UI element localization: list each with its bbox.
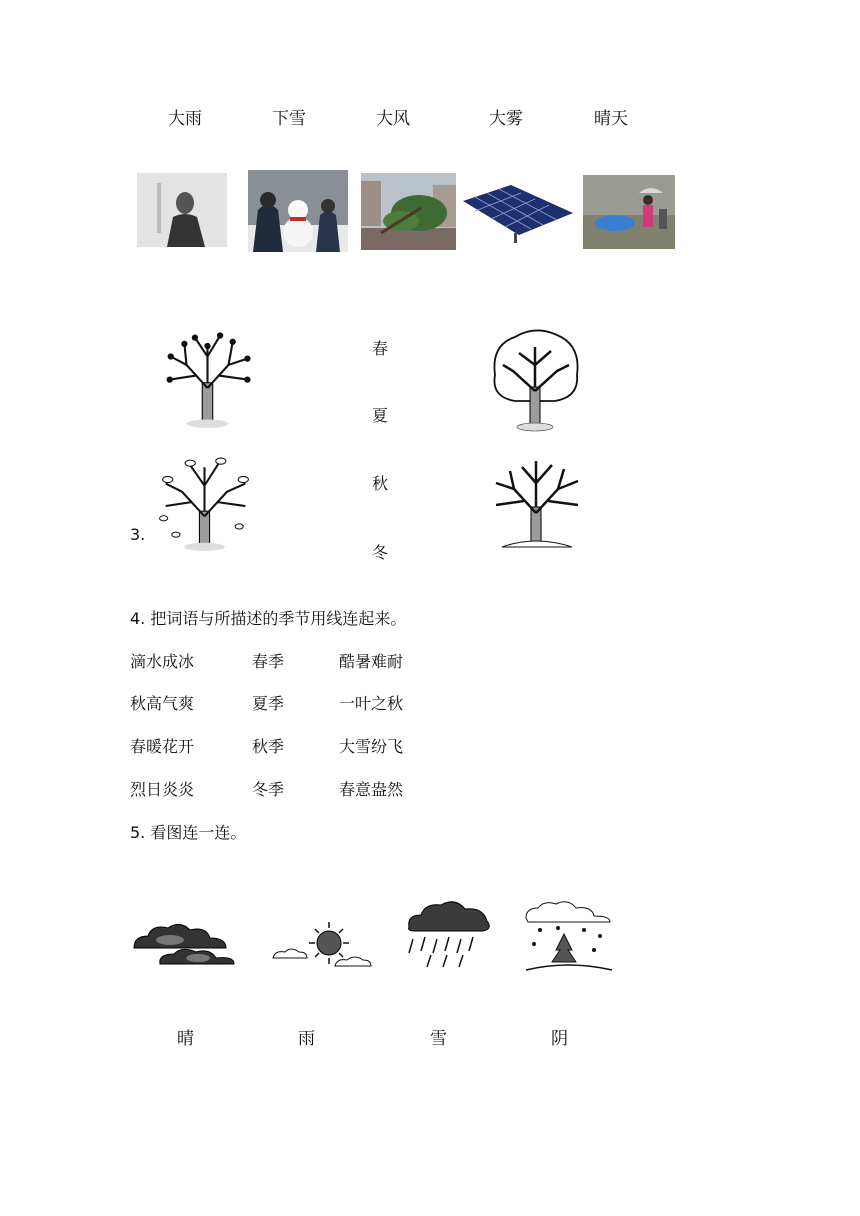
weather-label: 雨 [298,1029,315,1049]
overcast-clouds-icon [130,918,240,970]
snow-icon [522,900,615,972]
autumn-falling-leaves-tree-icon [153,455,256,552]
q4-phrase: 春暖花开 [130,737,195,756]
season-spring: 春 [372,339,389,358]
question-number: 3. [130,525,146,544]
q4-phrase: 滴水成冰 [130,652,195,671]
q4-season: 秋季 [252,737,285,756]
q4-phrase: 秋高气爽 [130,694,195,713]
solar-panel-photo [459,183,575,243]
season-autumn: 秋 [372,474,389,493]
spring-budding-tree-icon [155,325,260,430]
q4-season: 冬季 [252,780,285,799]
flooded-street-photo [583,175,675,249]
question-title: 4. 把词语与所描述的季节用线连起来。 [130,609,407,628]
q4-phrase: 酷暑难耐 [339,652,404,671]
q4-phrase: 烈日炎炎 [130,780,195,799]
rain-cloud-icon [403,897,493,969]
sunny-icon [271,918,373,970]
weather-label: 雪 [430,1029,447,1049]
weather-word: 下雪 [272,109,306,129]
winter-bare-tree-icon [490,455,582,551]
q4-phrase: 大雪纷飞 [339,737,404,756]
q4-phrase: 一叶之秋 [339,694,404,713]
fog-person-photo [137,173,227,247]
season-winter: 冬 [372,543,389,562]
summer-leafy-tree-icon [485,325,585,433]
weather-word: 晴天 [594,109,628,129]
weather-word: 大雾 [489,109,523,129]
weather-label: 晴 [177,1029,194,1049]
snowman-photo [248,170,348,252]
q4-season: 春季 [252,652,285,671]
wind-tree-photo [361,173,456,250]
weather-word: 大风 [376,109,410,129]
q4-season: 夏季 [252,694,285,713]
question-title: 5. 看图连一连。 [130,823,247,842]
weather-label: 阴 [551,1029,568,1049]
q4-phrase: 春意盎然 [339,780,404,799]
weather-word: 大雨 [168,109,202,129]
season-summer: 夏 [372,406,389,425]
